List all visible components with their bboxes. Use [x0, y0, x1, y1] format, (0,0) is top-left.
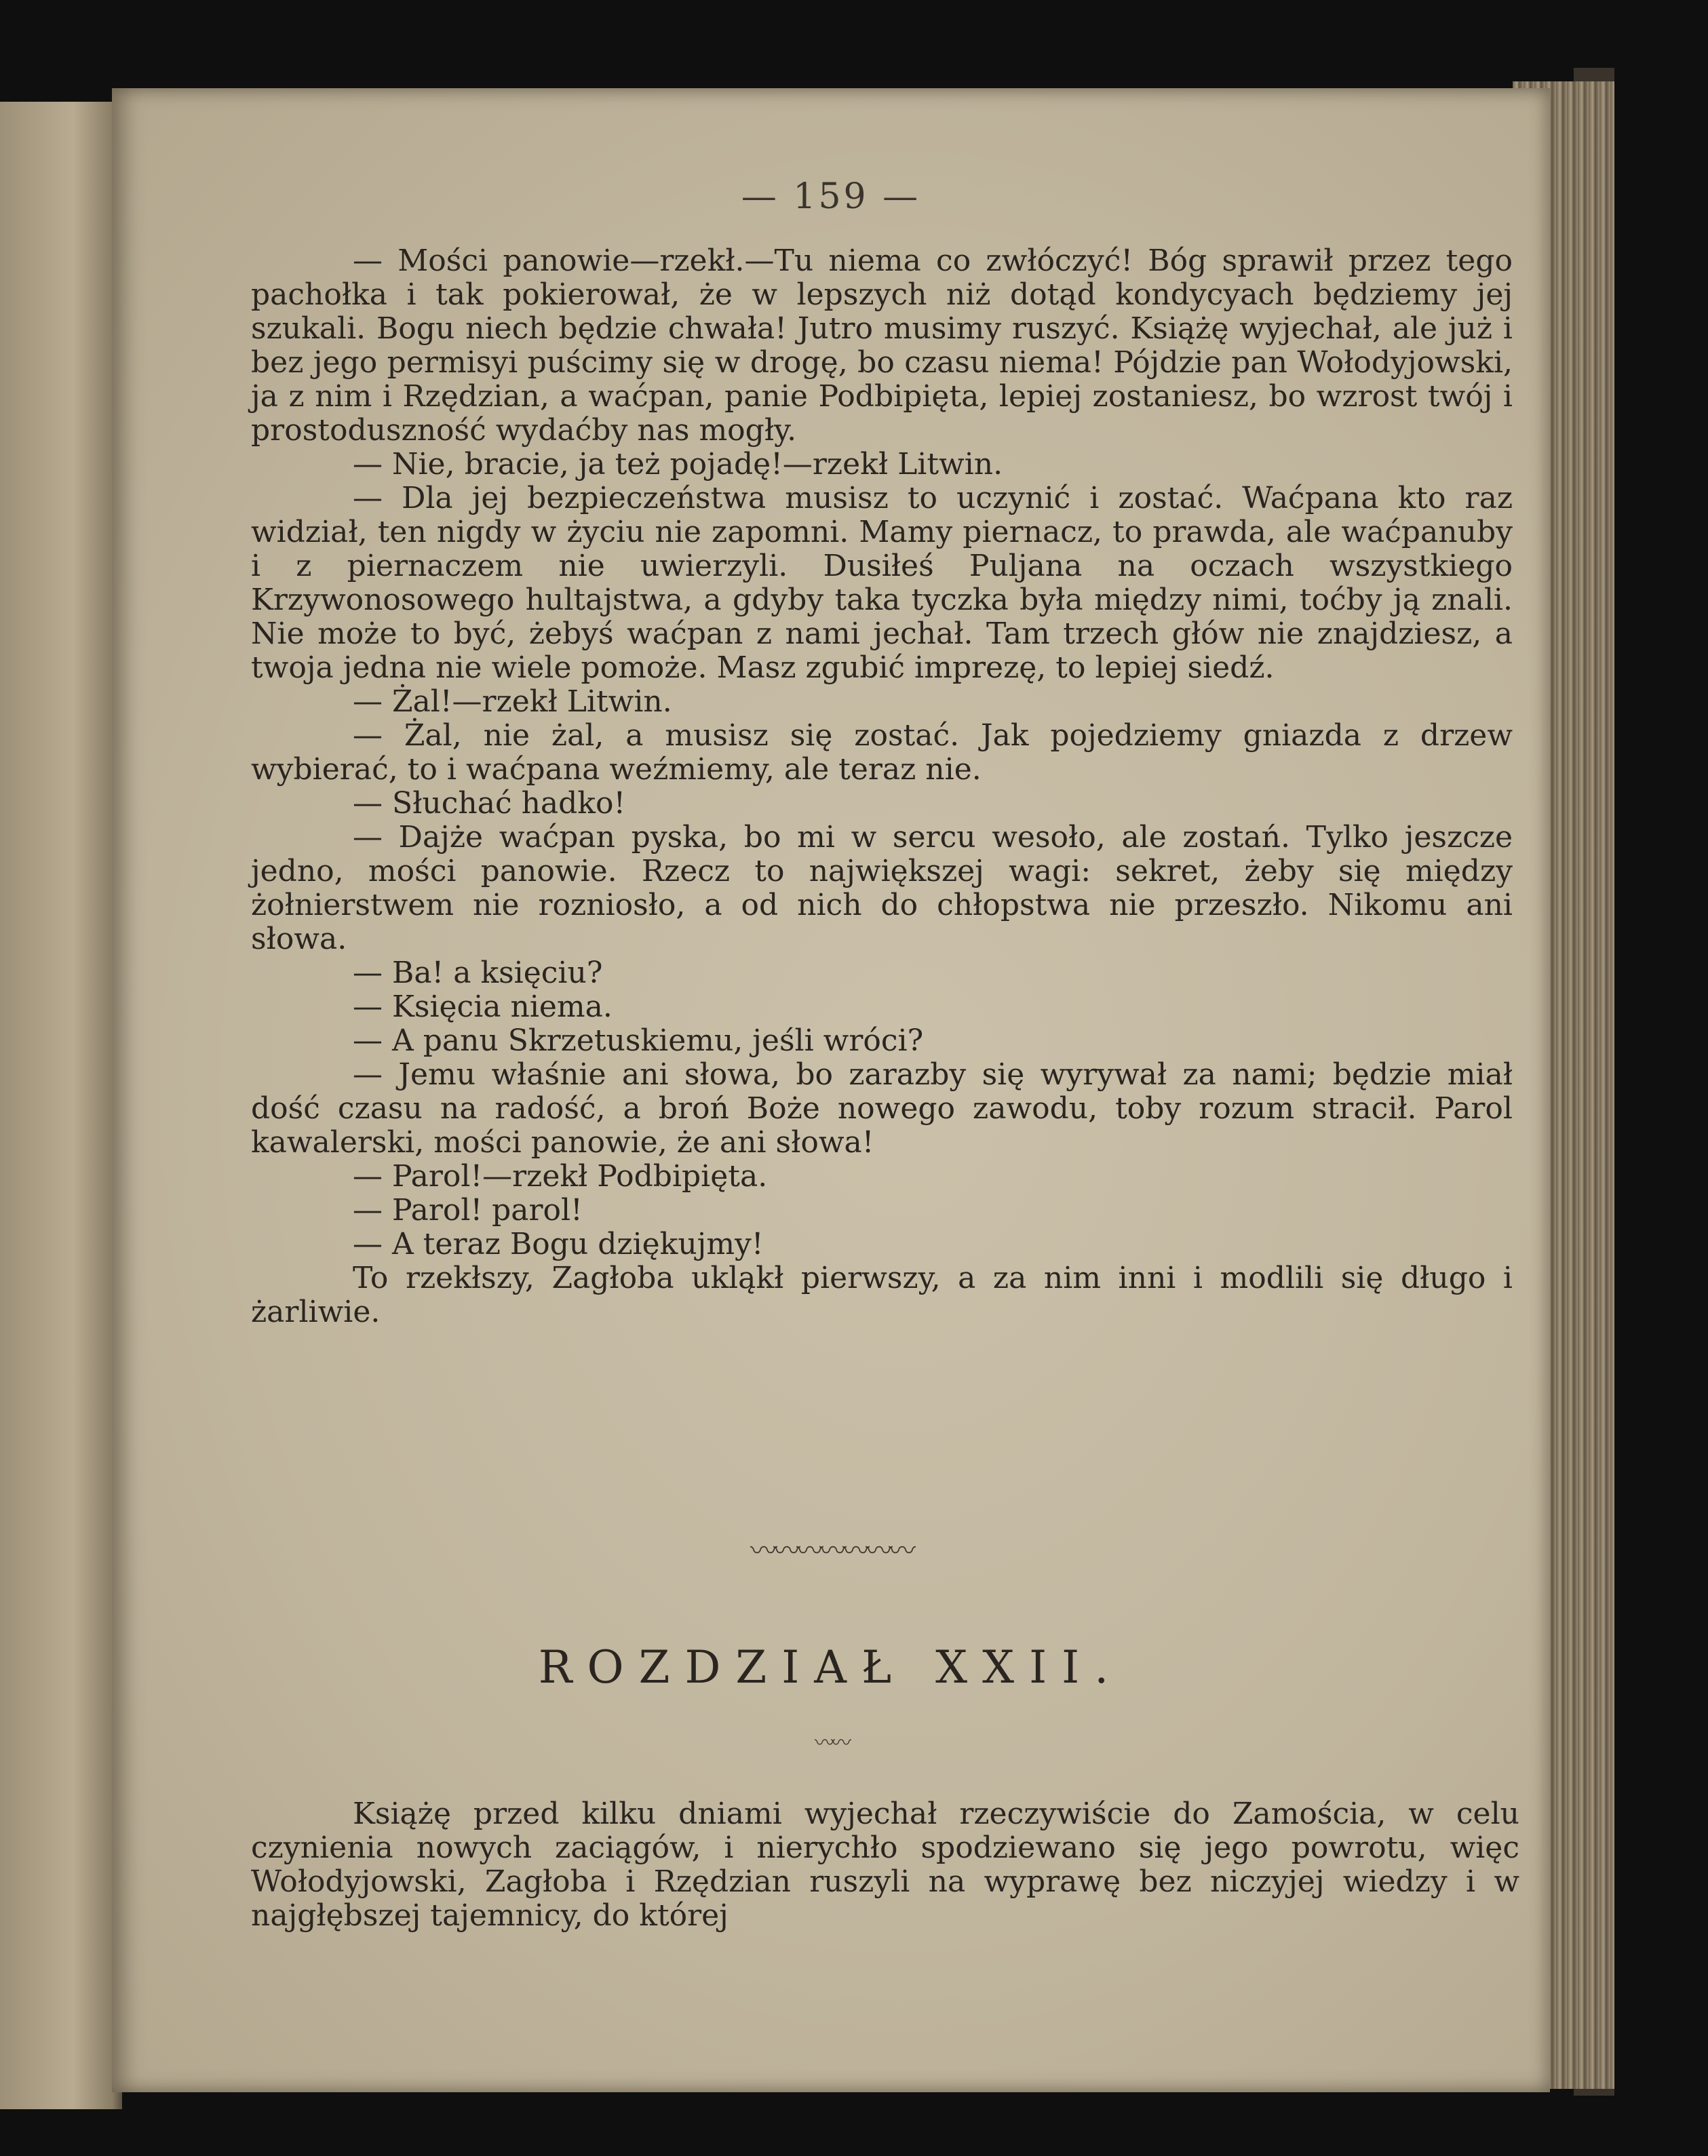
paragraph: — Ba! a księciu? — [353, 956, 603, 990]
paragraph: — Dajże waćpan pyska, bo mi w sercu wesoło, ale zostań. Tylko jeszcze jedno, mości panowie. Rzecz to największej wagi: sekret, żeby się między żołnierstwem nie rozniosło, a od nich do chłopstwa nie przeszło. Nikomu ani słowa. — [251, 820, 1513, 956]
ornamental-divider: 〰〰〰〰〰〰〰 — [750, 1535, 912, 1567]
paragraph: — Parol! parol! — [353, 1193, 583, 1228]
paragraph: — Parol!—rzekł Podbipięta. — [353, 1159, 768, 1194]
page-number: — 159 — — [741, 176, 921, 217]
paragraph: — Księcia niema. — [353, 989, 613, 1024]
chapter-title: ROZDZIAŁ XXII. — [538, 1641, 1124, 1693]
paragraph: — Dla jej bezpieczeństwa musisz to uczynić i zostać. Waćpana kto raz widział, ten nigdy w życiu nie zapomni. Mamy piernacz, to prawda, ale waćpanuby i z piernaczem nie uwierzyli. Dusiłeś Puljana na oczach wszystkiego Krzywonosowego hultajstwa, a gdyby taka tyczka była między nimi, toćby ją znali. Nie może to być, żebyś waćpan z nami jechał. Tam trzech głów nie znajdziesz, a twoja jedna nie wiele pomoże. Masz zgubić imprezę, to lepiej siedź. — [251, 481, 1513, 685]
paragraph: — Jemu właśnie ani słowa, bo zarazby się wyrywał za nami; będzie miał dość czasu na radość, a broń Boże nowego zawodu, toby rozum stracił. Parol kawalerski, mości panowie, że ani słowa! — [251, 1057, 1513, 1160]
chapter-opening-text — [251, 1797, 1519, 1933]
paragraph: — A teraz Bogu dziękujmy! — [353, 1227, 764, 1261]
paragraph: — Nie, bracie, ja też pojadę!—rzekł Litwin. — [353, 447, 1003, 482]
paragraph: — Żal!—rzekł Litwin. — [353, 684, 672, 719]
book-page — [112, 88, 1550, 2092]
dialogue-text — [251, 244, 1513, 1329]
paragraph: — Mości panowie—rzekł.—Tu niema co zwłóczyć! Bóg sprawił przez tego pachołka i tak pokierował, że w lepszych niż dotąd kondycyach będziemy jej szukali. Bogu niech będzie chwała! Jutro musimy ruszyć. Książę wyjechał, ale już i bez jego permisyi puścimy się w drogę, bo czasu niema! Pójdzie pan Wołodyjowski, ja z nim i Rzędzian, a waćpan, panie Podbipięta, lepiej zostaniesz, bo wzrost twój i prostoduszność wydaćby nas mogły. — [251, 243, 1513, 448]
paragraph: — A panu Skrzetuskiemu, jeśli wróci? — [353, 1023, 924, 1058]
paragraph: To rzekłszy, Zagłoba ukląkł pierwszy, a za nim inni i modlili się długo i żarliwie. — [251, 1261, 1513, 1329]
ornamental-divider-small: 〰〰 — [815, 1731, 847, 1755]
paragraph: — Słuchać hadko! — [353, 786, 626, 821]
paragraph: — Żal, nie żal, a musisz się zostać. Jak pojedziemy gniazda z drzew wybierać, to i waćpana weźmiemy, ale teraz nie. — [251, 718, 1513, 787]
left-page-edge — [0, 102, 122, 2109]
paragraph: Książę przed kilku dniami wyjechał rzeczywiście do Zamościa, w celu czynienia nowych zaciągów, i nierychło spodziewano się jego powrotu, więc Wołodyjowski, Zagłoba i Rzędzian ruszyli na wyprawę bez niczyjej wiedzy i w najgłębszej tajemnicy, do której — [251, 1797, 1519, 1933]
